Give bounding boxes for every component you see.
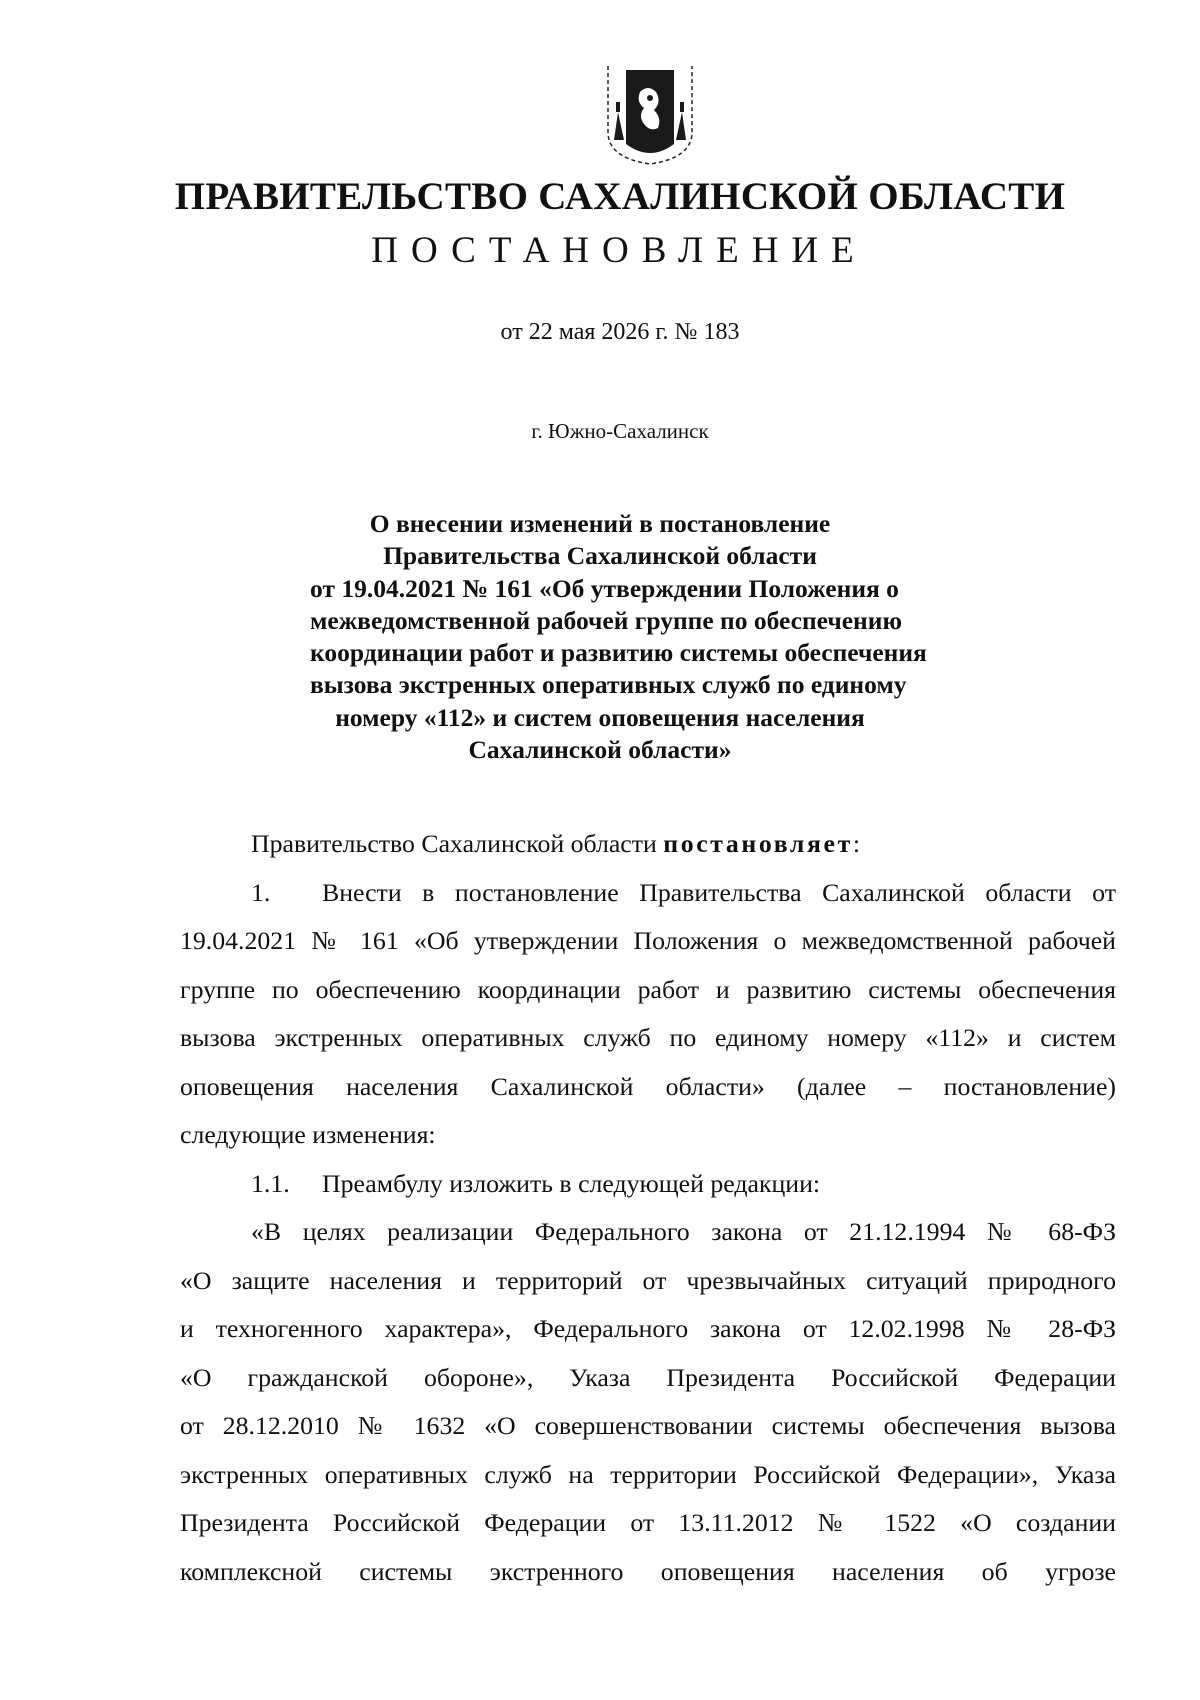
- item-1-line: группе по обеспечению координации работ и развитию системы обеспечения: [180, 974, 1116, 1004]
- resolution-intro: [180, 820, 1116, 869]
- item-1-line: следующие изменения:: [180, 1120, 436, 1149]
- item-1-1-number: 1.1.: [251, 1168, 290, 1198]
- document-body: [180, 820, 1116, 1596]
- document-place: г. Южно-Сахалинск: [531, 419, 709, 443]
- item-1-text: Внести в постановление Правительства Сахалинской области от: [322, 877, 1116, 907]
- item-1-line: оповещения населения Сахалинской области» (далее – постановление): [180, 1071, 1116, 1101]
- subject-line: вызова экстренных оперативных служб по единому: [310, 670, 907, 700]
- item-1-number: 1.: [251, 877, 271, 907]
- item-1-line: вызова экстренных оперативных служб по единому номеру «112» и систем: [180, 1023, 1116, 1052]
- item-1-1-line: [180, 1160, 1116, 1209]
- item-1-line: 19.04.2021 № 161 «Об утверждении Положения о межведомственной рабочей: [180, 926, 1116, 955]
- document-type: ПОСТАНОВЛЕНИЕ: [371, 230, 867, 271]
- subject-line: Сахалинской области»: [468, 735, 732, 765]
- intro-prefix: Правительство Сахалинской области: [251, 829, 664, 858]
- document-subject: [310, 508, 927, 766]
- quote-line: «О гражданской обороне», Указа Президента Российской Федерации: [180, 1362, 1116, 1392]
- subject-line: О внесении изменений в постановление: [369, 509, 831, 538]
- subject-line: межведомственной рабочей группе по обеспечению: [310, 605, 902, 635]
- subject-line: от 19.04.2021 № 161 «Об утверждении Положения о: [310, 573, 899, 603]
- quote-line: и техногенного характера», Федерального закона от 12.02.1998 № 28-ФЗ: [180, 1314, 1116, 1343]
- quote-line: от 28.12.2010 № 1632 «О совершенствовании системы обеспечения вызова: [180, 1411, 1116, 1440]
- quote-line: «В целях реализации Федерального закона от 21.12.1994 № 68-ФЗ: [251, 1217, 1116, 1246]
- sakhalin-coat-of-arms-icon: [604, 62, 696, 166]
- quote-line: комплексной системы экстренного оповещения населения об угрозе: [180, 1556, 1116, 1586]
- item-1-line: [180, 869, 1116, 918]
- subject-line: номеру «112» и систем оповещения населения: [335, 702, 865, 732]
- quote-line: экстренных оперативных служб на территории Российской Федерации», Указа: [180, 1459, 1116, 1489]
- intro-keyword: постановляет: [663, 829, 853, 858]
- quote-line: «О защите населения и территорий от чрезвычайных ситуаций природного: [180, 1265, 1116, 1295]
- item-1-1-text: Преамбулу изложить в следующей редакции:: [322, 1168, 821, 1198]
- intro-suffix: :: [852, 829, 861, 858]
- subject-line: Правительства Сахалинской области: [383, 541, 817, 571]
- subject-line: координации работ и развитию системы обеспечения: [310, 638, 927, 668]
- document-date-number: от 22 мая 2026 г. № 183: [500, 319, 740, 345]
- quote-line: Президента Российской Федерации от 13.11.2012 № 1522 «О создании: [180, 1508, 1116, 1537]
- government-title: ПРАВИТЕЛЬСТВО САХАЛИНСКОЙ ОБЛАСТИ: [174, 175, 1066, 218]
